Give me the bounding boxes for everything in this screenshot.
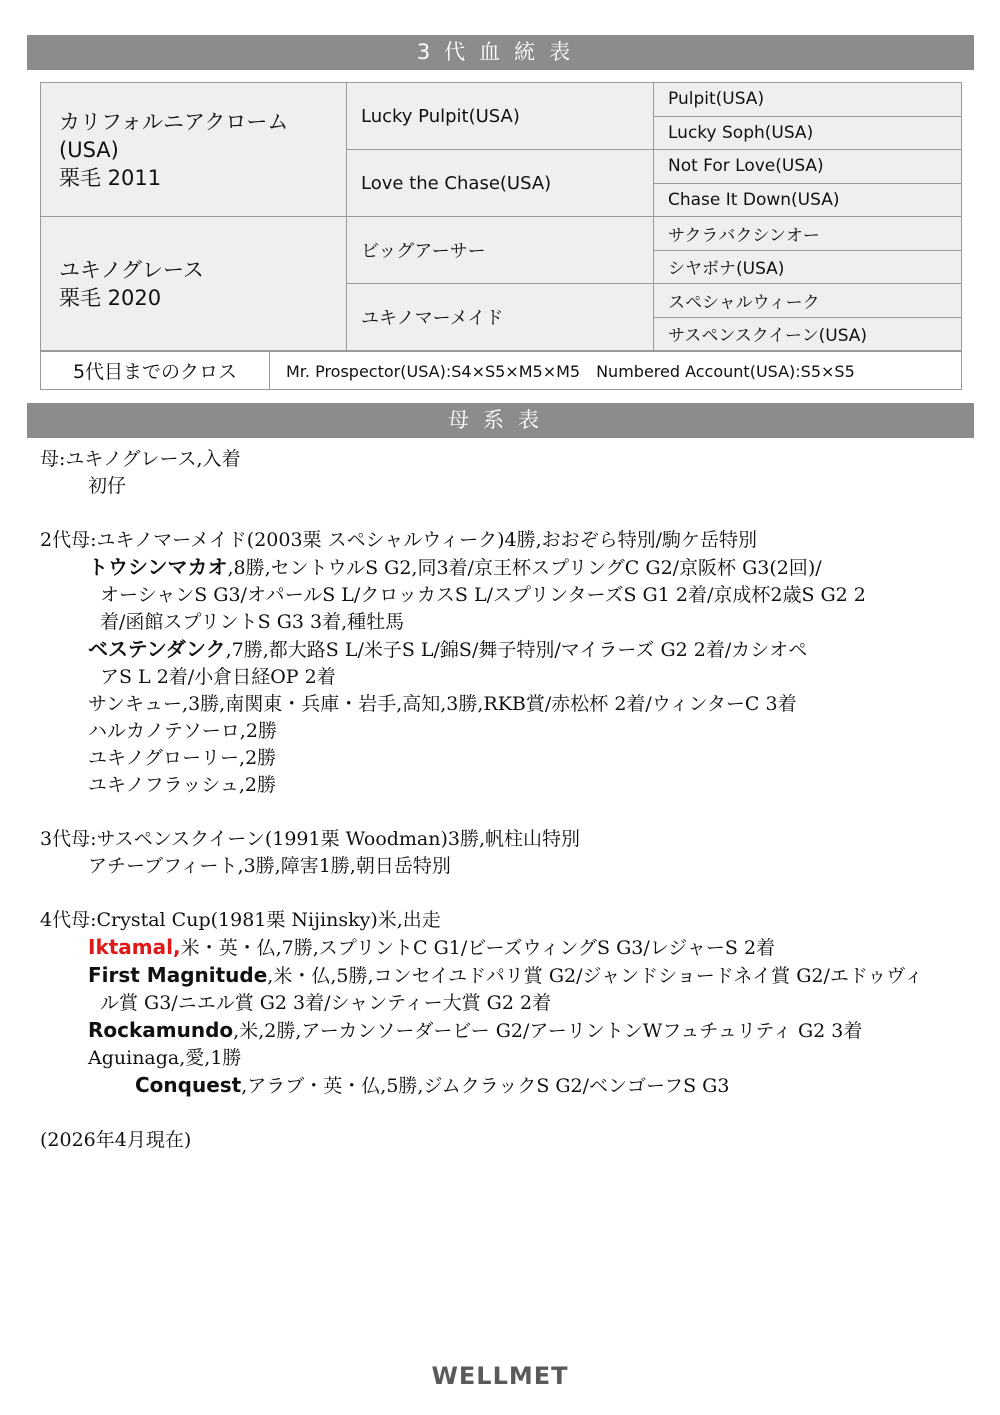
family-header: 母系表 xyxy=(27,403,974,438)
horse-name: Conquest xyxy=(135,1073,242,1097)
family-entry: ハルカノテソーロ,2勝 xyxy=(88,720,277,742)
family-table xyxy=(40,446,965,1154)
cross-value: Mr. Prospector(USA):S4×S5×M5×M5 Numbered Account(USA):S5×S5 xyxy=(270,352,962,390)
sire-origin: (USA) xyxy=(59,137,119,162)
horse-name: ベステンダンク xyxy=(88,637,226,661)
third-dam-line: 3代母:サスペンスクイーン(1991栗 Woodman)3勝,帆柱山特別 xyxy=(40,828,581,850)
ancestor-ssd: Lucky Soph(USA) xyxy=(654,116,962,150)
family-entry-cont: 着/函館スプリントS G3 3着,種牡馬 xyxy=(100,611,405,633)
dam-foal-line: 初仔 xyxy=(88,475,127,497)
family-entry: First Magnitude,米・仏,5勝,コンセイユドパリ賞 G2/ジャンドショードネイ賞 G2/エドゥヴィ xyxy=(88,963,924,987)
family-entry: サンキュー,3勝,南関東・兵庫・岩手,高知,3勝,RKB賞/赤松杯 2着/ウィンターC 3着 xyxy=(88,693,797,715)
family-entry: ユキノグローリー,2勝 xyxy=(88,747,277,769)
wellmet-logo: WELLMET xyxy=(431,1362,569,1390)
sire-dam: Love the Chase(USA) xyxy=(347,150,654,217)
horse-name: トウシンマカオ xyxy=(88,555,228,579)
fourth-dam-line: 4代母:Crystal Cup(1981栗 Nijinsky)米,出走 xyxy=(40,909,441,931)
family-entry: Conquest,アラブ・英・仏,5勝,ジムクラックS G2/ベンゴーフS G3 xyxy=(135,1073,730,1097)
ancestor-sss: Pulpit(USA) xyxy=(654,83,962,117)
ancestor-sds: Not For Love(USA) xyxy=(654,150,962,184)
sire-info: 栗毛 2011 xyxy=(59,165,162,190)
inbreeding-cross-table xyxy=(40,351,962,390)
sire-cell xyxy=(41,83,347,217)
ancestor-dds: スペシャルウィーク xyxy=(654,284,962,318)
ancestor-ddd: サスペンスクイーン(USA) xyxy=(654,317,962,351)
family-entry: Rockamundo,米,2勝,アーカンソーダービー G2/アーリントンWフュチュリティ G2 3着 xyxy=(88,1018,863,1042)
family-entry-cont: アS L 2着/小倉日経OP 2着 xyxy=(100,666,336,688)
dam-cell xyxy=(41,217,347,351)
sire-name: カリフォルニアクローム xyxy=(59,109,289,134)
as-of-date: (2026年4月現在) xyxy=(40,1129,192,1151)
family-entry-cont: ル賞 G3/ニエル賞 G2 3着/シャンティー大賞 G2 2着 xyxy=(100,992,552,1014)
family-entry: Iktamal,米・英・仏,7勝,スプリントC G1/ビーズウィングS G3/レジャーS 2着 xyxy=(88,935,776,959)
cross-label: 5代目までのクロス xyxy=(41,352,270,390)
pedigree-header: 3代血統表 xyxy=(27,35,974,70)
ancestor-sdd: Chase It Down(USA) xyxy=(654,183,962,217)
family-entry-cont: オーシャンS G3/オパールS L/クロッカスS L/スプリンターズS G1 2着/京成杯2歳S G2 2 xyxy=(100,584,866,606)
horse-name: First Magnitude xyxy=(88,963,268,987)
sire-sire: Lucky Pulpit(USA) xyxy=(347,83,654,150)
dam-sire: ビッグアーサー xyxy=(347,217,654,284)
horse-name-highlight: Iktamal, xyxy=(88,935,181,959)
second-dam-line: 2代母:ユキノマーメイド(2003栗 スペシャルウィーク)4勝,おおぞら特別/駒ケ岳特別 xyxy=(40,529,758,551)
dam-line: 母:ユキノグレース,入着 xyxy=(40,448,241,470)
family-entry: ベステンダンク,7勝,都大路S L/米子S L/錦S/舞子特別/マイラーズ G2 2着/カシオペ xyxy=(88,637,808,661)
dam-dam: ユキノマーメイド xyxy=(347,284,654,351)
family-entry: トウシンマカオ,8勝,セントウルS G2,同3着/京王杯スプリングC G2/京阪杯 G3(2回)/ xyxy=(88,555,822,579)
family-entry: アチーブフィート,3勝,障害1勝,朝日岳特別 xyxy=(88,855,451,877)
ancestor-dss: サクラバクシンオー xyxy=(654,217,962,251)
pedigree-table xyxy=(40,82,962,351)
horse-name: Rockamundo xyxy=(88,1018,234,1042)
family-entry: ユキノフラッシュ,2勝 xyxy=(88,774,276,796)
ancestor-dsd: シヤボナ(USA) xyxy=(654,250,962,284)
family-entry: Aguinaga,愛,1勝 xyxy=(88,1047,242,1069)
dam-name: ユキノグレース xyxy=(59,257,204,282)
dam-info: 栗毛 2020 xyxy=(59,285,162,310)
